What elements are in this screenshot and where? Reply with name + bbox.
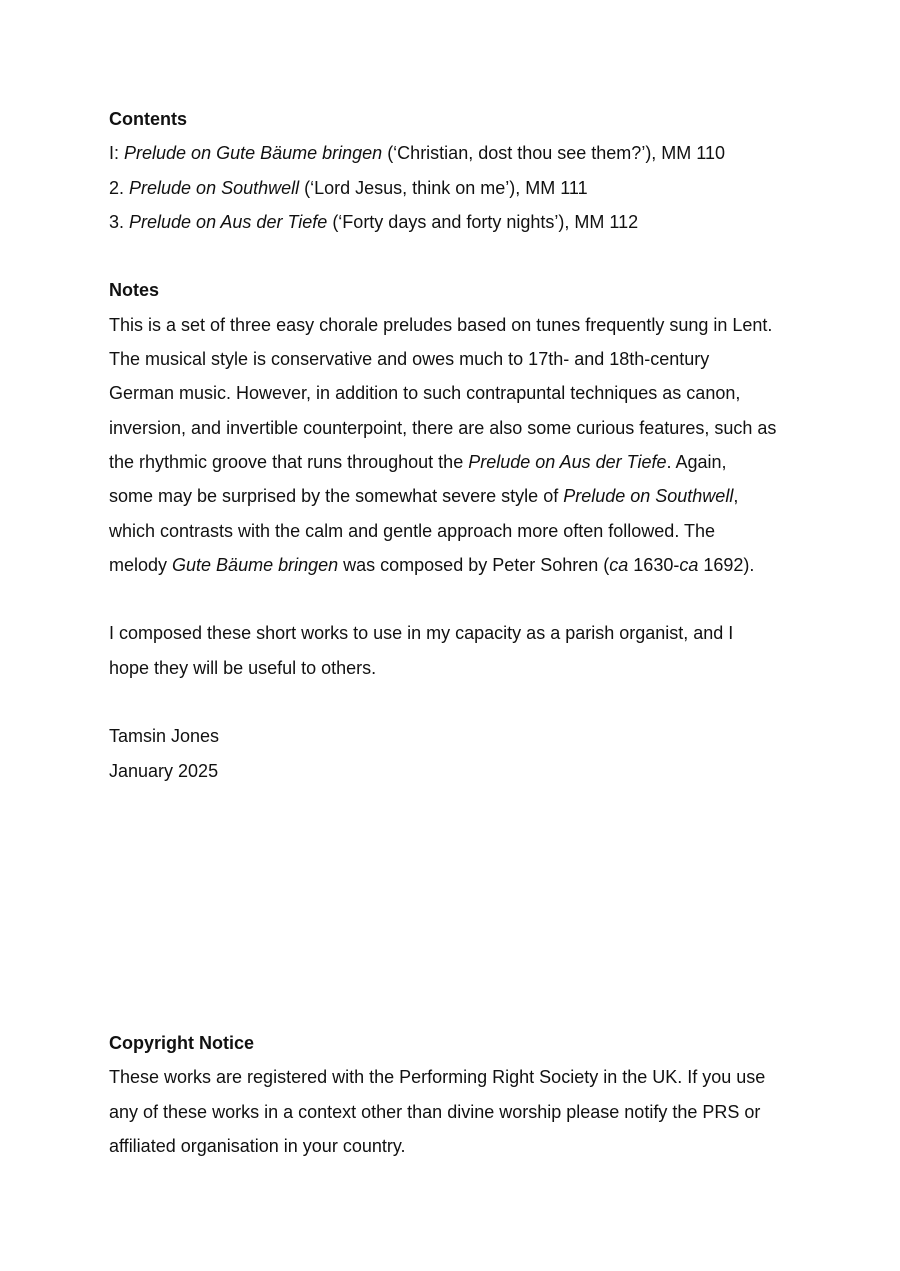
- notes-text: . Again,: [666, 451, 727, 472]
- contents-item-prefix: 2.: [109, 177, 130, 198]
- document-body: [109, 102, 809, 788]
- notes-text: melody: [109, 554, 173, 575]
- spacer: [109, 582, 809, 616]
- copyright-section: [109, 1026, 809, 1163]
- contents-item-1: [109, 136, 809, 170]
- notes-line: German music. However, in addition to such contrapuntal techniques as canon,: [109, 383, 741, 404]
- notes-text: ,: [733, 486, 739, 507]
- spacer: [109, 239, 809, 273]
- contents-item-title: Prelude on Gute Bäume bringen: [124, 143, 383, 164]
- contents-section: [109, 102, 809, 239]
- notes-text: some may be surprised by the somewhat severe style of: [109, 486, 564, 507]
- notes-text: 1630-: [628, 554, 680, 575]
- copyright-heading: Copyright Notice: [109, 1033, 255, 1053]
- contents-item-title: Prelude on Aus der Tiefe: [129, 211, 328, 232]
- signature-date: January 2025: [109, 760, 219, 781]
- notes-heading: Notes: [109, 280, 160, 301]
- contents-heading: Contents: [109, 109, 187, 129]
- notes-line: This is a set of three easy chorale preludes based on tunes frequently sung in Lent.: [109, 314, 773, 335]
- contents-item-prefix: 3.: [109, 211, 130, 232]
- notes-line: [109, 445, 809, 479]
- notes-text: the rhythmic groove that runs throughout the: [109, 451, 469, 472]
- notes-circa-italic: ca: [609, 554, 629, 575]
- copyright-line: These works are registered with the Performing Right Society in the UK. If you use: [109, 1067, 766, 1088]
- notes-line: inversion, and invertible counterpoint, there are also some curious features, such as: [109, 417, 777, 438]
- contents-item-rest: (‘Forty days and forty nights’), MM 112: [327, 211, 639, 232]
- notes-section: [109, 273, 809, 787]
- notes-circa-italic: ca: [679, 554, 699, 575]
- contents-item-rest: (‘Christian, dost thou see them?’), MM 110: [382, 143, 725, 164]
- notes-title-italic: Prelude on Southwell: [563, 486, 734, 507]
- notes-text: was composed by Peter Sohren (: [338, 554, 610, 575]
- notes-line: I composed these short works to use in my capacity as a parish organist, and I: [109, 623, 734, 644]
- notes-text: 1692).: [698, 554, 755, 575]
- notes-line: The musical style is conservative and owes much to 17th- and 18th-century: [109, 349, 710, 370]
- notes-line: which contrasts with the calm and gentle approach more often followed. The: [109, 520, 716, 541]
- signature-name: Tamsin Jones: [109, 726, 220, 747]
- contents-item-title: Prelude on Southwell: [129, 177, 300, 198]
- copyright-line: any of these works in a context other than divine worship please notify the PRS or: [109, 1101, 761, 1122]
- notes-title-italic: Gute Bäume bringen: [172, 554, 339, 575]
- contents-item-2: [109, 171, 809, 205]
- contents-item-3: [109, 205, 809, 239]
- notes-line: [109, 548, 809, 582]
- notes-title-italic: Prelude on Aus der Tiefe: [468, 451, 667, 472]
- notes-line: [109, 479, 809, 513]
- notes-line: hope they will be useful to others.: [109, 657, 377, 678]
- contents-item-prefix: I:: [109, 143, 125, 164]
- contents-item-rest: (‘Lord Jesus, think on me’), MM 111: [299, 177, 588, 198]
- copyright-line: affiliated organisation in your country.: [109, 1135, 406, 1156]
- spacer: [109, 685, 809, 719]
